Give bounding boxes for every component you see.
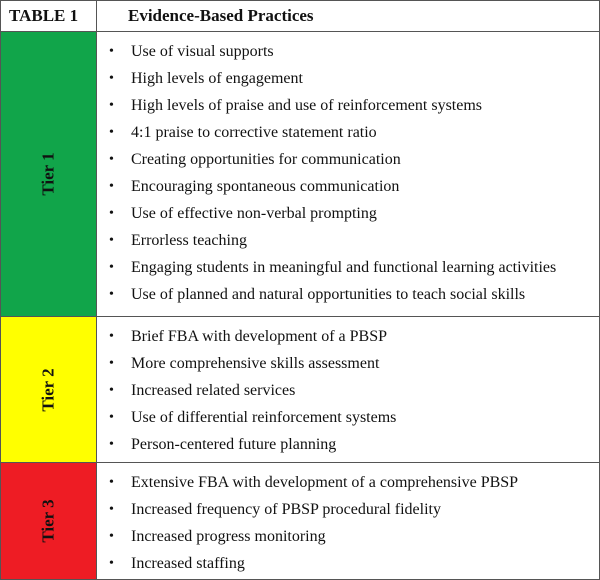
bullet-icon: •	[109, 502, 114, 517]
practice-item	[97, 65, 599, 92]
tier-1-cell	[1, 32, 97, 317]
bullet-icon: •	[109, 71, 114, 86]
bullet-icon: •	[109, 329, 114, 344]
practice-text: Encouraging spontaneous communication	[131, 178, 400, 195]
bullet-icon: •	[109, 556, 114, 571]
practice-text: High levels of engagement	[131, 70, 303, 87]
bullet-icon: •	[109, 233, 114, 248]
practice-item	[97, 119, 599, 146]
bullet-icon: •	[109, 410, 114, 425]
practice-item	[97, 377, 599, 404]
practice-item	[97, 431, 599, 458]
practice-item	[97, 350, 599, 377]
practice-text: Errorless teaching	[131, 232, 247, 249]
practice-text: Increased frequency of PBSP procedural fidelity	[131, 501, 441, 518]
tier-2-label: Tier 2	[38, 367, 58, 412]
bullet-icon: •	[109, 260, 114, 275]
practice-item	[97, 469, 599, 496]
practice-item	[97, 92, 599, 119]
practice-item	[97, 281, 599, 308]
practice-item	[97, 200, 599, 227]
bullet-icon: •	[109, 475, 114, 490]
bullet-icon: •	[109, 44, 114, 59]
table-label: TABLE 1	[1, 1, 97, 32]
tier-1-label: Tier 1	[38, 152, 58, 196]
practice-item	[97, 523, 599, 550]
bullet-icon: •	[109, 383, 114, 398]
practice-item	[97, 173, 599, 200]
practice-text: Extensive FBA with development of a comprehensive PBSP	[131, 474, 519, 491]
bullet-icon: •	[109, 98, 114, 113]
practice-item	[97, 227, 599, 254]
tier-2-cell	[1, 317, 97, 463]
practice-text: Person-centered future planning	[131, 436, 337, 453]
practice-item	[97, 496, 599, 523]
tier-3-list	[97, 463, 599, 577]
practice-item	[97, 254, 599, 281]
practice-text: Use of differential reinforcement systems	[131, 409, 397, 426]
tier-3-cell	[1, 463, 97, 579]
practice-text: Brief FBA with development of a PBSP	[131, 328, 387, 345]
tier-2-list	[97, 317, 599, 458]
practice-item	[97, 146, 599, 173]
bullet-icon: •	[109, 356, 114, 371]
practice-text: Increased staffing	[131, 555, 245, 572]
bullet-icon: •	[109, 152, 114, 167]
practice-text: Use of planned and natural opportunities to teach social skills	[131, 286, 526, 303]
bullet-icon: •	[109, 529, 114, 544]
practice-item	[97, 550, 599, 577]
practice-text: High levels of praise and use of reinforcement systems	[131, 97, 483, 114]
tier-1-list	[97, 32, 599, 308]
practice-text: Increased related services	[131, 382, 296, 399]
bullet-icon: •	[109, 179, 114, 194]
practice-text: Use of effective non-verbal prompting	[131, 205, 377, 222]
bullet-icon: •	[109, 437, 114, 452]
practice-item	[97, 38, 599, 65]
practice-text: Engaging students in meaningful and functional learning activities	[131, 259, 557, 276]
practice-text: Creating opportunities for communication	[131, 151, 401, 168]
practice-text: More comprehensive skills assessment	[131, 355, 380, 372]
table-heading: Evidence-Based Practices	[97, 1, 599, 32]
bullet-icon: •	[109, 125, 114, 140]
tier-3-practices	[97, 463, 599, 579]
tier-3-label: Tier 3	[38, 499, 58, 543]
bullet-icon: •	[109, 287, 114, 302]
practice-text: Increased progress monitoring	[131, 528, 326, 545]
tier-1-practices	[97, 32, 599, 317]
tier-2-practices	[97, 317, 599, 463]
practice-item	[97, 323, 599, 350]
practice-text: 4:1 praise to corrective statement ratio	[131, 124, 377, 141]
bullet-icon: •	[109, 206, 114, 221]
practice-item	[97, 404, 599, 431]
practice-text: Use of visual supports	[131, 43, 274, 60]
